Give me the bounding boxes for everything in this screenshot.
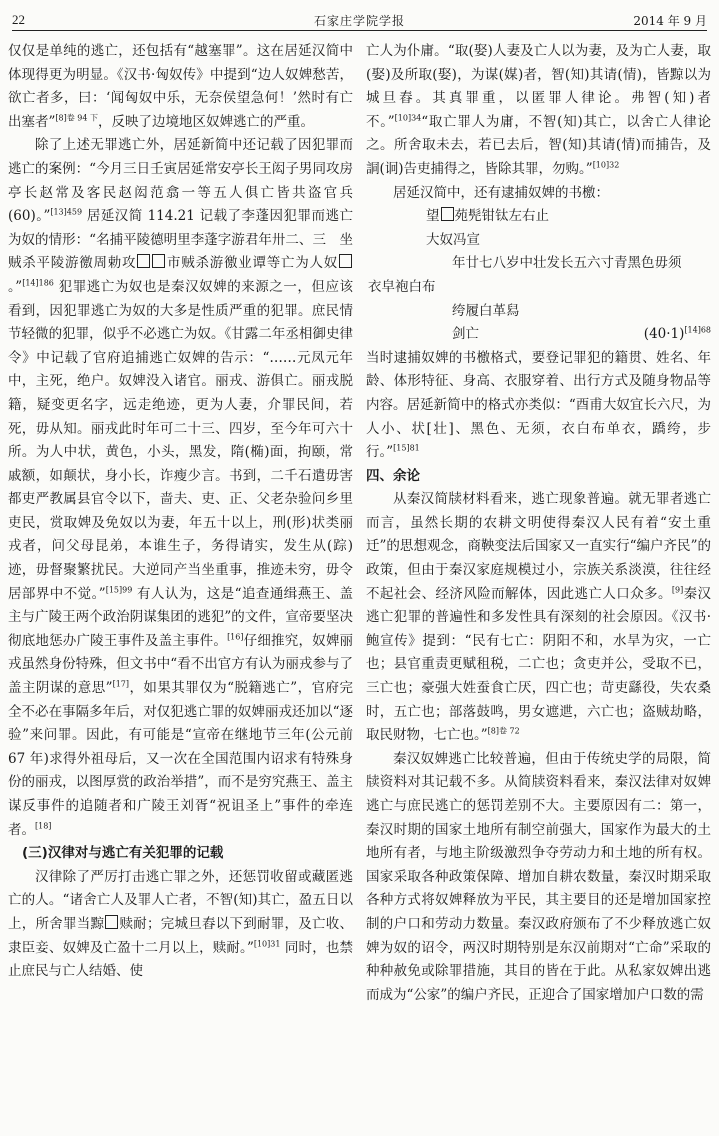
citation: [16] — [227, 632, 244, 642]
journal-title: 石家庄学院学报 — [313, 14, 405, 28]
bamboo-slip-line: 剑亡 $(40\cdot 1)^{[14]68}$ — [452, 325, 711, 343]
issue-date: 2014 年 9 月 — [633, 14, 707, 28]
missing-char-box — [339, 254, 352, 268]
citation: [15]99 — [105, 585, 133, 595]
missing-char-box — [152, 254, 165, 268]
left-column — [8, 40, 353, 984]
header-rule — [12, 30, 707, 31]
citation: [17] — [112, 679, 129, 689]
paragraph: 秦汉奴婢逃亡比较普遍，但由于传统史学的局限，简牍资料对其记载不多。从简牍资料看来，秦汉法律对奴婢逃亡与庶民逃亡的惩罚差别不大。主要原因有二：第一，秦汉时期的国家土地所有制空前强大，国家作为最大的土地所有者，与地主阶级激烈争夺劳动力和土地的所有权。国家采取各种政策保障、增加自耕农数量，秦汉时期采取各种方式将奴婢释放为平民，其主要目的还是增加国家控制的户口和劳动力数量。秦汉政府颁布了不少释放逃亡奴婢为奴的诏令，两汉时期特别是东汉前期对“亡命”采取的种种赦免或除罪措施，其目的皆在于此。从私家奴婢出逃而成为“公家”的编户齐民，正迎合了国家增加户口数的需 — [366, 750, 711, 1003]
citation: [10]34 — [394, 113, 422, 123]
paragraph: 从秦汉简牍材料看来，逃亡现象普遍。就无罪者逃亡而言，虽然长期的农耕文明使得秦汉人民有着“安土重迁”的思想观念，商鞅变法后国家又一直实行“编户齐民”的政策，但由于秦汉家庭规模过小，宗族关系淡漠，往往经不起社会、经济风险而解体，因此逃亡人口众多。[9]秦汉逃亡犯罪的普遍性和多发性具有深刻的社会原因。《汉书·鲍宣传》提到：“民有七亡：阴阳不和，水旱为灾，一亡也；县官重责更赋租税，二亡也；贪吏并公，受取不已，三亡也；豪强大姓蚕食亡厌，四亡也；苛吏繇役，失农桑时，五亡也；部落鼓鸣，男女遮迣，六亡也；盗贼劫略，取民财物，七亡也。”$^{[8]卷 72}$ — [366, 491, 712, 744]
slip-number: (40·1) — [643, 326, 685, 343]
subsection-heading: (三)汉律对与逃亡有关犯罪的记载 — [22, 845, 224, 862]
citation: [13]459 — [50, 207, 83, 217]
bamboo-slip-line: 绔履白革舄 — [452, 302, 520, 319]
page-header — [12, 8, 707, 30]
citation: [8]卷 94 下 — [55, 113, 99, 123]
paragraph: 当时逮捕奴婢的书檄格式，要登记罪犯的籍贯、姓名、年龄、体形特征、身高、衣服穿着、出行方式及随身物品等内容。居延新简中的格式亦类似：“酉甫大奴宜长六尺，为人小、状[壮]、黑色、无须，衣白布单衣，蹻绔，步行。”$^{[15]81}$ — [366, 349, 711, 461]
paragraph: 居延汉简中，还有逮捕奴婢的书檄： — [393, 184, 609, 201]
missing-char-box — [441, 207, 454, 221]
page-number: 22 — [12, 12, 25, 27]
citation: [9] — [671, 585, 684, 595]
missing-char-box — [137, 254, 150, 268]
citation: [18] — [35, 821, 52, 831]
missing-char-box — [105, 915, 118, 929]
citation: [10]32 — [592, 160, 620, 170]
citation: [14]68 — [684, 325, 711, 335]
right-column — [366, 40, 711, 1007]
paragraph: 仅仅是单纯的逃亡，还包括有“越塞罪”。这在居延汉简中体现得更为明显。《汉书·匈奴传》中提到“边人奴婢愁苦，欲亡者多，曰：‘闻匈奴中乐，无奈侯望急何！’然时有亡出塞者”$^{[8]卷 94 下}$，反映了边境地区奴婢逃亡的严重。 — [8, 43, 353, 130]
bamboo-slip-line: 大奴冯宣 — [426, 231, 480, 248]
paragraph: 汉律除了严厉打击逃亡罪之外，还惩罚收留或藏匿逃亡的人。“诸舍亡人及罪人亡者，不智(知)其亡，盈五日以上，所舍罪当黥 赎耐；完城旦舂以下到耐罪，及亡收、隶臣妾、奴婢及亡盈十二月以上，赎耐。”$^{[10]31}$ 同时，也禁止庶民与亡人结婚、使 — [8, 868, 353, 980]
paragraph: 除了上述无罪逃亡外，居延新简中还记载了因犯罪而逃亡的案例：“今月三日壬寅居延常安亭长王闳子男同攻房亭长赵常及客民赵闳范翕一等五人俱亡皆共盗官兵(60)。”$^{[13]459}$ 居延汉简 114.21 记载了李蓬因犯罪而逃亡为奴的情形：“名捕平陵德明里李蓬字游君年卅二、三 坐贼杀平陵游徼周勅攻 市贼杀游徼业谭等亡为人奴。”$^{[14]186}$ 犯罪逃亡为奴也是秦汉奴婢的来源之一，但应该看到，因犯罪逃亡为奴的大多是性质严重的犯罪。庶民情节轻微的犯罪，似乎不必逃亡为奴。《甘露二年丞相御史律令》中记载了官府追捕逃亡奴婢的告示：“……元凤元年中，主死，绝户。奴婢没入诸官。丽戎、游俱亡。丽戎脱籍，疑变更名字，远走绝迹，更为人妻，介罪民间，若死，毋从知。丽戎此时年可二十三、四岁，至今年可六十所。为人中状，黄色，小头，黑发，隋(椭)面，拘颐，常戚额，如颠状，身小长，诈瘦少言。书到，二千石遣毋害都吏严教属县官令以下，啬夫、吏、正、父老杂验问乡里吏民，赏取婢及免奴以为妻，年五十以上，刑(形)状类丽戎者，问父母昆弟，本谁生子，务得请实，发生从(踪)迹，毋督聚繁扰民。大逆同产当坐重事，推迹未穷，毋令居部界中不觉。”$^{[15]99}$ 有人认为，这是“追查通缉燕王、盖主与广陵王两个政治阴谋集团的逃犯”的文件，宣帝要坚决彻底地惩办广陵王事件及盖主事件。[16]仔细推究，奴婢丽戎虽然身份特殊，但文书中“看不出官方有认为丽戎参与了盖主阴谋的意思”[17]，如果其罪仅为“脱籍逃亡”，官府完全不必在事隔多年后，对仅犯逃亡罪的奴婢丽戎还加以“逐验”来问罪。因此，有可能是“宣帝在继地节三年(公元前 67 年)求得外祖母后，又一次在全国范围内诏求有特殊身份的丽戎，以图厚赏的政治举措”，而不是穷究燕王、盖主谋反事件的追随者和广陵王刘胥“祝诅圣上”事件的牵连者。[18] — [8, 137, 354, 838]
citation: [10]31 — [253, 939, 281, 949]
bamboo-slip-line: 衣皁袍白布 — [368, 278, 436, 295]
citation: [8]卷 72 — [487, 726, 520, 736]
citation: [14]186 — [22, 278, 54, 288]
bamboo-slip-line: 望 苑髡钳钛左右止 — [426, 208, 549, 225]
citation: [15]81 — [393, 443, 420, 453]
bamboo-slip-line: 年廿七八岁中壮发长五六寸青黑色毋须 — [452, 255, 682, 272]
paragraph: 亡人为仆庸。“取(娶)人妻及亡人以为妻，及为亡人妻，取(娶)及所取(娶)，为谋(媒)者，智(知)其请(情)，皆黥以为城旦舂。其真罪重，以匿罪人律论。弗智(知)者不。”$^{[10]34}$“取亡罪人为庸，不智(知)其亡，以舍亡人律论之。所舍取未去，若已去后，智(知)其请(情)而捕告，及詷(诇)告吏捕得之，皆除其罪，勿购。”$^{[10]32}$ — [366, 43, 711, 177]
section-heading: 四、余论 — [366, 467, 420, 484]
